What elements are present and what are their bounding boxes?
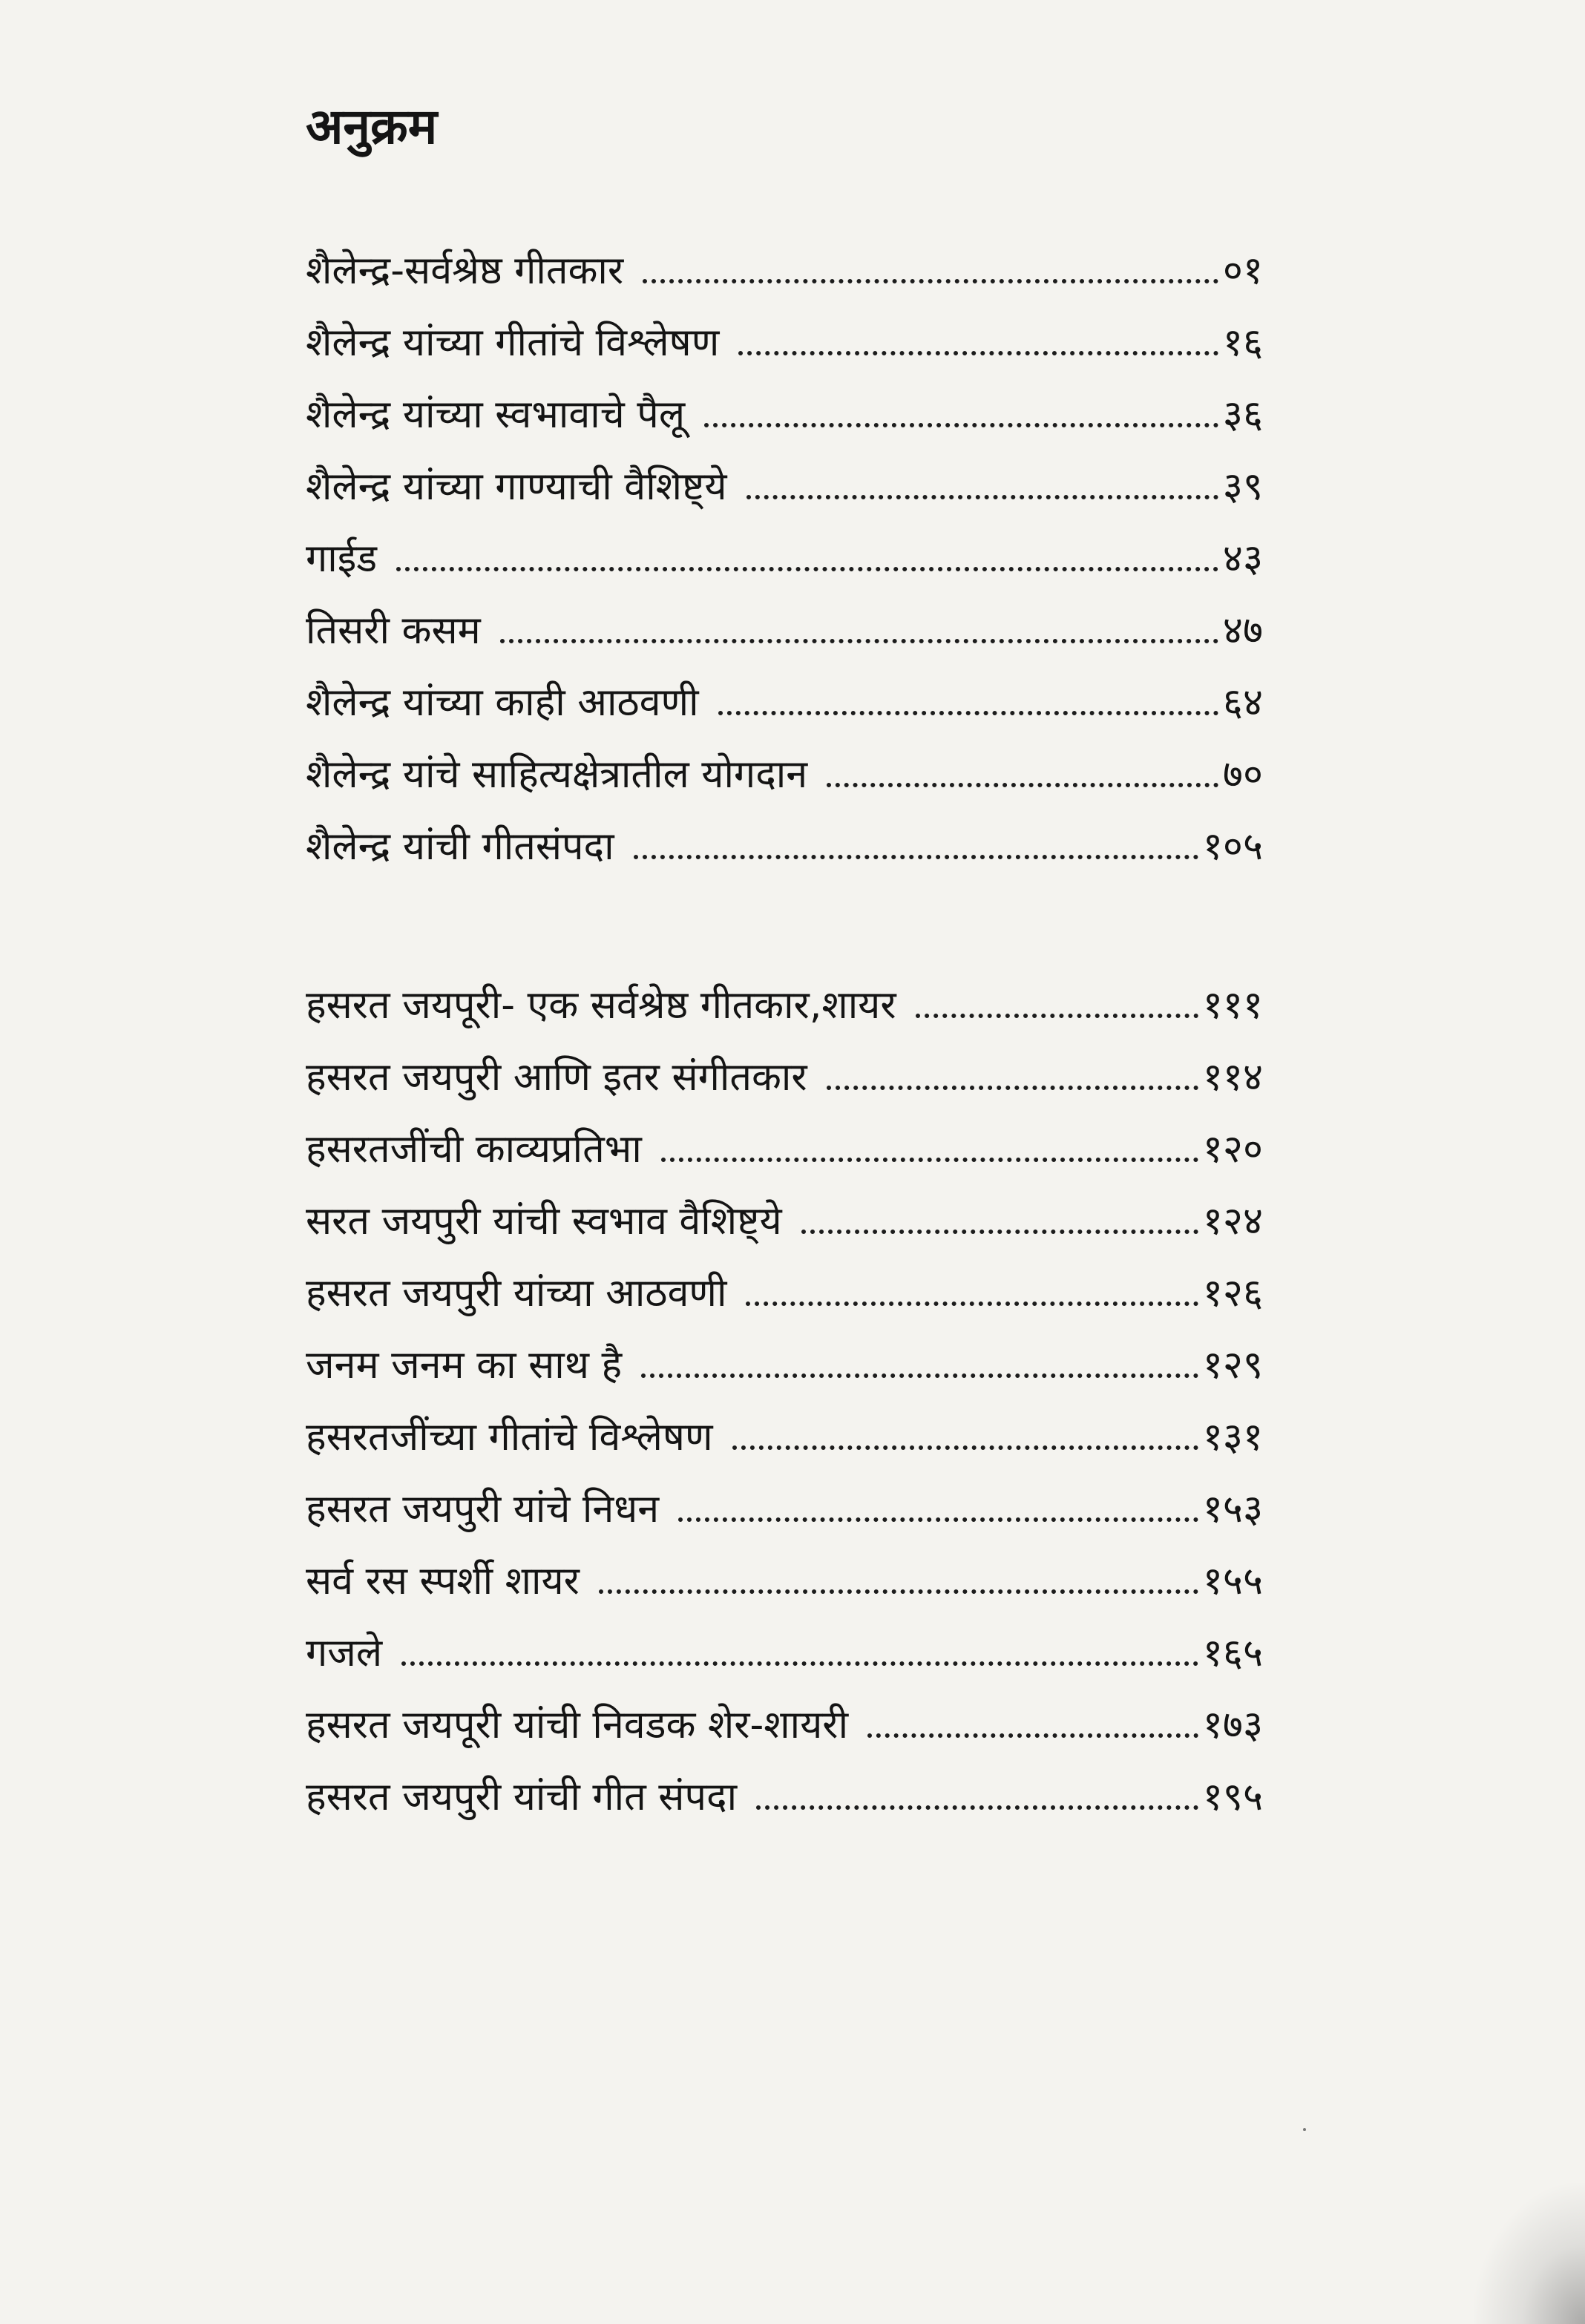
toc-entry-page: १२० <box>1202 1127 1263 1172</box>
toc-entry-title: गाईड <box>306 536 378 581</box>
toc-entry[interactable] <box>306 975 1263 1036</box>
toc-entry[interactable] <box>306 672 1263 733</box>
toc-entry-title: शैलेन्द्र यांच्या गाण्याची वैशिष्ट्ये <box>306 465 727 509</box>
toc-entry-page: १५५ <box>1202 1559 1263 1604</box>
toc-entry[interactable] <box>306 1047 1263 1108</box>
toc-entry-title: शैलेन्द्र यांच्या काही आठवणी <box>306 680 699 725</box>
page-corner-shadow <box>1474 2183 1585 2324</box>
toc-entry[interactable] <box>306 312 1263 373</box>
dot-leader <box>718 711 1218 715</box>
toc-entry-page: १७३ <box>1202 1703 1263 1747</box>
toc-entry-page: ३९ <box>1222 465 1263 509</box>
dot-leader <box>738 351 1218 355</box>
toc-entry-title: शैलेन्द्र यांचे साहित्यक्षेत्रातील योगदान <box>306 752 808 797</box>
dot-leader <box>746 495 1218 499</box>
toc-entry-title: शैलेन्द्र-सर्वश्रेष्ठ गीतकार <box>306 249 624 293</box>
toc-entry-page: १६ <box>1222 321 1263 365</box>
toc-entry[interactable] <box>306 816 1263 877</box>
dot-leader <box>678 1517 1198 1522</box>
toc-entry-title: शैलेन्द्र यांच्या स्वभावाचे पैलू <box>306 393 686 437</box>
toc-entry[interactable] <box>306 240 1263 301</box>
toc-entry-page: १२६ <box>1202 1271 1263 1316</box>
toc-entry-title: शैलेन्द्र यांची गीतसंपदा <box>306 824 614 869</box>
dot-leader <box>827 783 1218 787</box>
dot-leader <box>756 1805 1198 1810</box>
toc-entry-page: १२९ <box>1202 1343 1263 1388</box>
dot-leader <box>661 1158 1198 1162</box>
toc-entry-title: हसरत जयपुरी यांच्या आठवणी <box>306 1271 727 1316</box>
toc-entry[interactable] <box>306 1767 1263 1828</box>
toc-entry-page: ११४ <box>1202 1055 1263 1100</box>
toc-entry[interactable] <box>306 456 1263 517</box>
toc-entry-page: १३१ <box>1202 1415 1263 1460</box>
dot-leader <box>643 279 1218 283</box>
dot-leader <box>396 567 1218 571</box>
toc-entry[interactable] <box>306 384 1263 445</box>
toc-entry-title: सर्व रस स्पर्शी शायर <box>306 1559 580 1604</box>
toc-entry[interactable] <box>306 1191 1263 1252</box>
toc-entry[interactable] <box>306 528 1263 589</box>
toc-entry-title: शैलेन्द्र यांच्या गीतांचे विश्लेषण <box>306 321 720 365</box>
dot-leader <box>634 855 1198 859</box>
toc-entry[interactable] <box>306 1119 1263 1180</box>
dot-leader <box>401 1661 1198 1666</box>
dot-leader <box>599 1589 1198 1594</box>
toc-entry[interactable] <box>306 1335 1263 1396</box>
toc-entry-title: जनम जनम का साथ है <box>306 1343 623 1388</box>
toc-entry[interactable] <box>306 1479 1263 1540</box>
dot-leader <box>641 1373 1198 1378</box>
dot-leader <box>916 1014 1198 1018</box>
toc-entry-title: हसरत जयपुरी यांचे निधन <box>306 1487 660 1532</box>
toc-entry-page: १११ <box>1202 983 1263 1028</box>
toc-entry[interactable] <box>306 600 1263 661</box>
toc-entry-title: हसरतजींच्या गीतांचे विश्लेषण <box>306 1415 713 1460</box>
dot-leader <box>746 1301 1198 1306</box>
dot-leader <box>827 1086 1198 1090</box>
dot-leader <box>801 1230 1198 1234</box>
page-title: अनुक्रम <box>306 98 438 155</box>
dot-leader <box>704 423 1218 427</box>
toc-entry-title: हसरतजींची काव्यप्रतिभा <box>306 1127 642 1172</box>
toc-entry[interactable] <box>306 1695 1263 1756</box>
toc-entry[interactable] <box>306 744 1263 805</box>
toc-entry-page: ०१ <box>1222 249 1263 293</box>
toc-entry-title: हसरत जयपुरी यांची गीत संपदा <box>306 1775 738 1819</box>
toc-entry[interactable] <box>306 1407 1263 1468</box>
toc-entry-page: ३६ <box>1222 393 1263 437</box>
toc-entry-title: गजले <box>306 1631 383 1675</box>
toc-entry-page: ७० <box>1222 752 1263 797</box>
toc-entry[interactable] <box>306 1623 1263 1684</box>
toc-entry-page: १२४ <box>1202 1199 1263 1244</box>
dot-leader <box>500 639 1218 643</box>
toc-entry-title: हसरत जयपूरी- एक सर्वश्रेष्ठ गीतकार,शायर <box>306 983 896 1028</box>
toc-entry[interactable] <box>306 1551 1263 1612</box>
toc-entry-page: १९५ <box>1202 1775 1263 1819</box>
toc-entry-page: ४७ <box>1222 608 1263 653</box>
dot-leader <box>732 1445 1198 1450</box>
toc-entry-title: हसरत जयपुरी आणि इतर संगीतकार <box>306 1055 807 1100</box>
toc-entry-page: १५३ <box>1202 1487 1263 1532</box>
paper-speck <box>1303 2128 1306 2131</box>
toc-entry-title: तिसरी कसम <box>306 608 481 653</box>
toc-entry-title: सरत जयपुरी यांची स्वभाव वैशिष्ट्ये <box>306 1199 782 1244</box>
toc-entry[interactable] <box>306 1263 1263 1324</box>
dot-leader <box>867 1733 1198 1738</box>
toc-entry-page: १०५ <box>1202 824 1263 869</box>
toc-entry-page: ४३ <box>1222 536 1263 581</box>
toc-entry-page: १६५ <box>1202 1631 1263 1675</box>
toc-entry-title: हसरत जयपूरी यांची निवडक शेर-शायरी <box>306 1703 849 1747</box>
toc-entry-page: ६४ <box>1222 680 1263 725</box>
